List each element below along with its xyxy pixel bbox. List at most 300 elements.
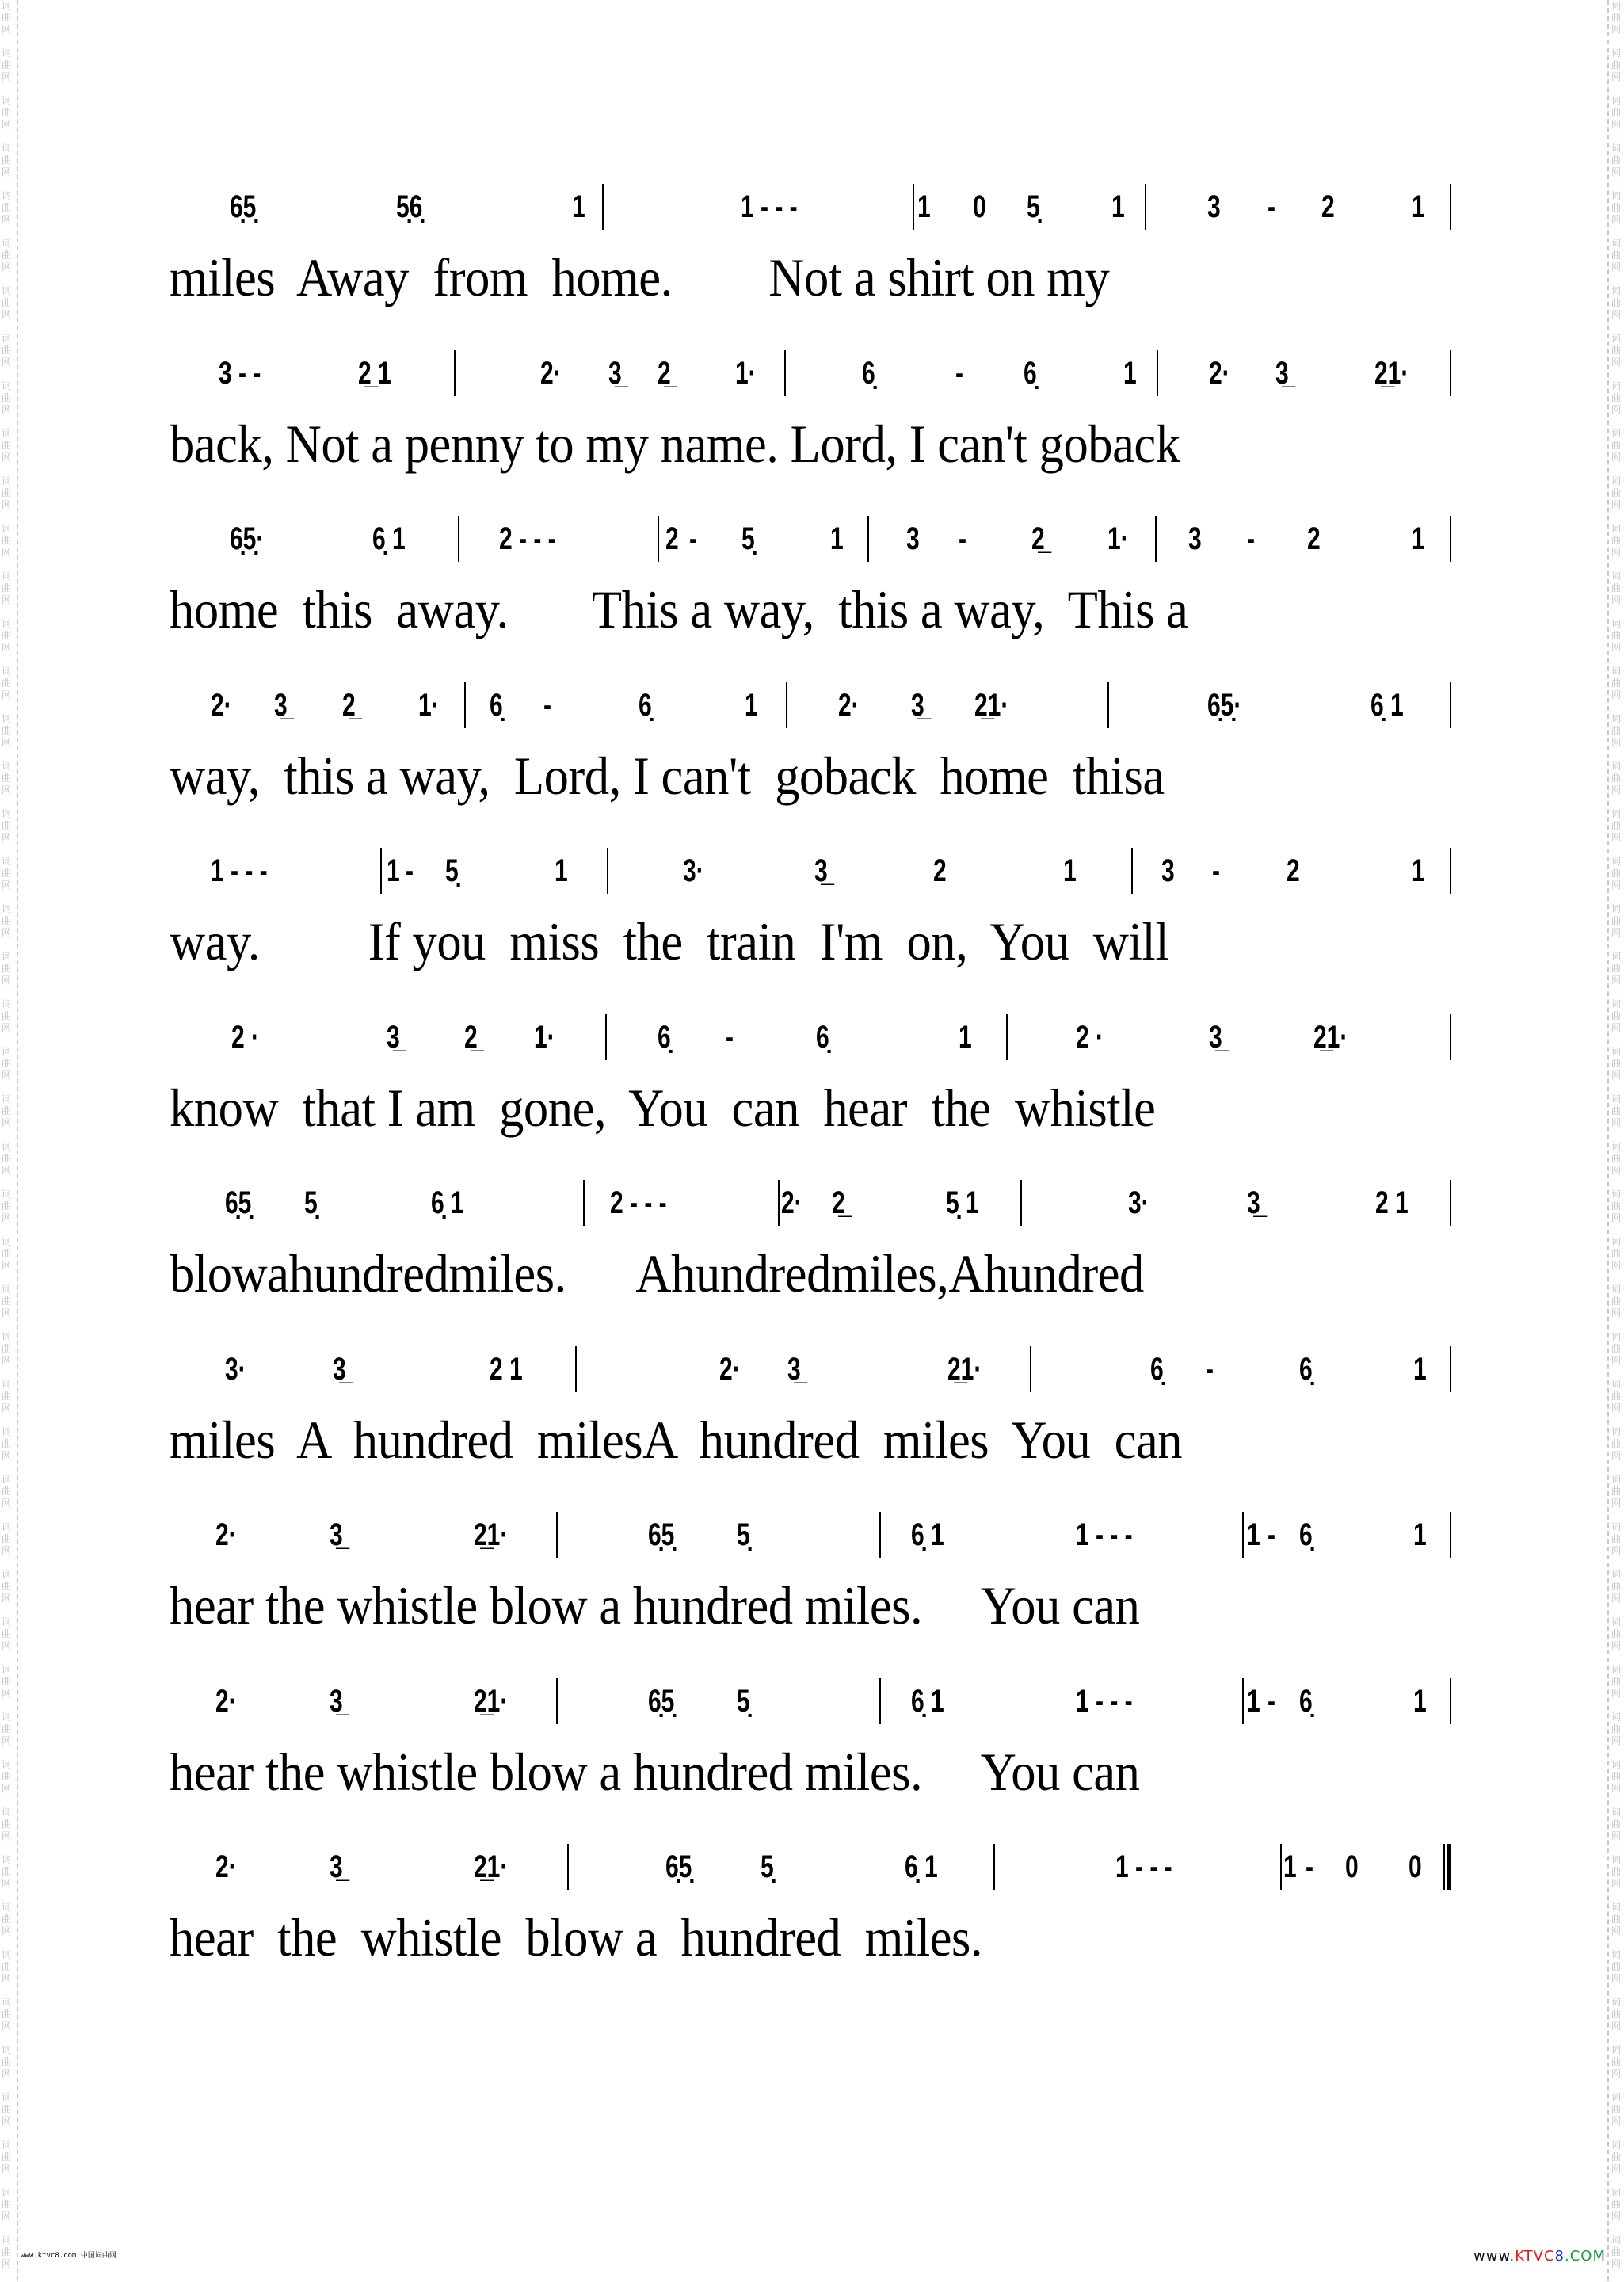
watermark-char: 网	[2, 1165, 12, 1176]
watermark-char: 网	[1611, 357, 1622, 368]
watermark-group	[1611, 1997, 1624, 2044]
watermark-char: 网	[1611, 2021, 1622, 2032]
watermark-char: 曲	[1611, 202, 1622, 213]
watermark-char: 曲	[2, 345, 12, 356]
note-token: 2 - - -	[499, 521, 556, 556]
note-token: 1	[1413, 1351, 1427, 1387]
note-token: 6̣	[816, 1019, 829, 1055]
watermark-group	[1611, 2139, 1624, 2187]
watermark-char: 曲	[1611, 1533, 1622, 1544]
note-token: 2̲	[464, 1019, 478, 1055]
watermark-char: 曲	[1611, 250, 1622, 261]
watermark-char: 词	[2, 1807, 12, 1818]
note-token: 2 ·	[231, 1019, 260, 1055]
logo-ktvc: KTVC	[1515, 2248, 1555, 2265]
watermark-char: 网	[2, 784, 12, 796]
watermark-char: 词	[1611, 190, 1622, 201]
note-token: 2	[933, 853, 947, 888]
note-token: 2̲	[342, 687, 356, 723]
watermark-char: 网	[2, 2258, 12, 2269]
note-token: 5̣ 1	[946, 1185, 979, 1220]
watermark-char: 词	[2, 48, 12, 59]
note-token: 1	[1412, 521, 1425, 556]
note-token: -	[1268, 189, 1275, 224]
watermark-char: 网	[1611, 880, 1622, 891]
note-token: 5̣	[1027, 189, 1040, 224]
barline	[784, 350, 786, 396]
watermark-char: 词	[1611, 380, 1622, 391]
note-token: 2̲1·	[1313, 1019, 1348, 1055]
note-token: -	[1206, 1351, 1214, 1387]
note-token: 2·	[838, 687, 860, 723]
watermark-char: 曲	[1611, 440, 1622, 451]
note-token: 2	[1321, 189, 1335, 224]
note-token: 5̣	[304, 1185, 318, 1220]
watermark-char: 网	[1611, 975, 1622, 986]
watermark-char: 词	[1611, 1284, 1622, 1295]
watermark-char: 词	[1611, 1854, 1622, 1865]
watermark-char: 词	[2, 951, 12, 962]
watermark-char: 曲	[1611, 2056, 1622, 2067]
barline	[1280, 1844, 1282, 1890]
watermark-char: 词	[2, 2139, 12, 2150]
watermark-char: 曲	[1611, 1343, 1622, 1354]
watermark-char: 网	[1611, 309, 1622, 320]
watermark-group	[2, 1997, 17, 2044]
watermark-group	[1611, 0, 1624, 48]
note-token: 2·	[781, 1185, 802, 1220]
watermark-char: 词	[2, 666, 12, 677]
watermark-char: 词	[1611, 1093, 1622, 1105]
note-token: 3	[1207, 189, 1221, 224]
watermark-char: 曲	[1611, 345, 1622, 356]
watermark-char: 词	[1611, 2044, 1622, 2055]
watermark-char: 曲	[1611, 1771, 1622, 1782]
note-token: 3̲	[1247, 1185, 1260, 1220]
watermark-char: 曲	[1611, 1105, 1622, 1116]
watermark-char: 曲	[2, 250, 12, 261]
lyric-line: know that I am gone, You can hear the whistle	[170, 1077, 1156, 1138]
note-token: 0	[973, 189, 986, 224]
watermark-char: 网	[1611, 547, 1622, 558]
system-9	[0, 1494, 1624, 1661]
watermark-char: 曲	[1611, 1391, 1622, 1402]
note-token: -	[1268, 1517, 1275, 1552]
notes-row	[0, 333, 1624, 420]
watermark-group	[2, 2044, 17, 2092]
watermark-char: 网	[2, 1022, 12, 1033]
watermark-char: 网	[2, 1973, 12, 1984]
barline	[583, 1180, 585, 1226]
watermark-char: 网	[2, 1735, 12, 1746]
footer-site-logo[interactable]	[1473, 2248, 1606, 2265]
watermark-char: 词	[2, 1189, 12, 1200]
note-token: 6̣ 1	[911, 1517, 944, 1552]
watermark-char: 网	[1611, 1783, 1622, 1794]
note-token: 1·	[735, 355, 757, 391]
watermark-char: 词	[2, 808, 12, 819]
watermark-char: 网	[1611, 1260, 1622, 1271]
watermark-char: 曲	[2, 1200, 12, 1212]
note-token: 1	[1413, 1683, 1427, 1719]
lyric-line: hear the whistle blow a hundred miles. You can	[170, 1575, 1140, 1635]
lyric-line: hear the whistle blow a hundred miles. You can	[170, 1741, 1140, 1802]
note-token: 3	[906, 521, 920, 556]
note-token: 6̣ 1	[372, 521, 406, 556]
watermark-char: 词	[2, 570, 12, 582]
watermark-char: 词	[2, 2092, 12, 2103]
watermark-char: 词	[2, 1474, 12, 1485]
watermark-group	[1611, 48, 1624, 95]
watermark-char: 词	[2, 190, 12, 201]
barline	[1242, 1678, 1244, 1724]
note-token: 3̲	[274, 687, 288, 723]
note-token: 2̲1·	[974, 687, 1009, 723]
system-11	[0, 1826, 1624, 1993]
barline	[1450, 1678, 1451, 1724]
watermark-char: 词	[1611, 1521, 1622, 1532]
watermark-char: 曲	[1611, 1486, 1622, 1497]
watermark-char: 曲	[1611, 59, 1622, 71]
barline	[1450, 1180, 1451, 1226]
watermark-char: 词	[2, 333, 12, 344]
watermark-char: 曲	[2, 1058, 12, 1069]
lyric-line: home this away. This a way, this a way, This a	[170, 579, 1188, 639]
watermark-char: 词	[2, 1141, 12, 1152]
watermark-char: 网	[2, 166, 12, 177]
note-token: 2̲	[1031, 521, 1045, 556]
watermark-char: 网	[1611, 1973, 1622, 1984]
watermark-char: 网	[1611, 1878, 1622, 1889]
watermark-char: 曲	[2, 487, 12, 498]
watermark-char: 词	[2, 0, 12, 11]
watermark-char: 曲	[2, 1391, 12, 1402]
watermark-char: 网	[1611, 642, 1622, 653]
watermark-char: 词	[2, 1616, 12, 1628]
watermark-char: 网	[1611, 499, 1622, 510]
watermark-char: 词	[1611, 1141, 1622, 1152]
barline	[913, 184, 914, 230]
note-token: -	[1268, 1683, 1275, 1719]
note-token: 3̲	[787, 1351, 801, 1387]
watermark-char: 网	[1611, 737, 1622, 748]
watermark-char: 网	[1611, 1830, 1622, 1841]
barline	[1157, 350, 1158, 396]
watermark-char: 网	[2, 261, 12, 273]
watermark-char: 曲	[2, 1105, 12, 1116]
watermark-char: 曲	[1611, 2151, 1622, 2162]
watermark-char: 网	[2, 1498, 12, 1509]
watermark-char: 网	[1611, 1545, 1622, 1556]
note-token: -	[543, 687, 551, 723]
note-token: 3 - -	[219, 355, 261, 391]
watermark-group	[1611, 2234, 1624, 2282]
watermark-char: 词	[2, 1854, 12, 1865]
watermark-char: 曲	[1611, 2009, 1622, 2020]
watermark-char: 词	[1611, 2092, 1622, 2103]
note-token: 3̲	[330, 1517, 343, 1552]
note-token: -	[726, 1019, 734, 1055]
watermark-char: 网	[2, 2068, 12, 2079]
note-token: -	[406, 853, 414, 888]
note-token: 1	[1063, 853, 1077, 888]
note-token: 1 - - -	[1076, 1517, 1133, 1552]
watermark-char: 词	[2, 238, 12, 249]
system-4	[0, 665, 1624, 831]
watermark-char: 曲	[2, 1010, 12, 1021]
watermark-char: 网	[2, 1260, 12, 1271]
watermark-char: 词	[2, 2234, 12, 2246]
watermark-char: 词	[1611, 903, 1622, 914]
note-token: 3̲	[1275, 355, 1289, 391]
watermark-group	[2, 95, 17, 143]
watermark-char: 网	[2, 547, 12, 558]
watermark-char: 词	[2, 475, 12, 487]
lyric-line: hear the whistle blow a hundred miles.	[170, 1907, 983, 1967]
barline	[658, 516, 659, 562]
barline	[458, 516, 459, 562]
watermark-char: 曲	[1611, 487, 1622, 498]
note-token: 1 - - -	[741, 189, 798, 224]
watermark-group	[2, 0, 17, 48]
barline	[1450, 1014, 1451, 1060]
watermark-char: 曲	[2, 1771, 12, 1782]
watermark-char: 曲	[1611, 392, 1622, 403]
watermark-char: 曲	[1611, 963, 1622, 974]
note-token: 2	[665, 521, 679, 556]
watermark-char: 网	[2, 357, 12, 368]
watermark-char: 网	[2, 499, 12, 510]
watermark-char: 词	[1611, 618, 1622, 629]
watermark-char: 曲	[2, 868, 12, 879]
watermark-char: 曲	[1611, 12, 1622, 23]
note-token: 6̣5̣	[648, 1683, 675, 1719]
watermark-char: 词	[2, 1569, 12, 1580]
notes-row	[0, 1661, 1624, 1748]
watermark-char: 网	[2, 1925, 12, 1937]
note-token: 2̲1·	[947, 1351, 982, 1387]
watermark-char: 网	[1611, 594, 1622, 605]
note-token: -	[959, 521, 966, 556]
barline	[879, 1678, 881, 1724]
watermark-char: 网	[2, 1070, 12, 1081]
note-token: 2̲1·	[474, 1683, 509, 1719]
barline	[1450, 184, 1451, 230]
watermark-char: 词	[1611, 1712, 1622, 1723]
note-token: 3̲	[608, 355, 622, 391]
note-token: 2 - - -	[610, 1185, 667, 1220]
watermark-char: 网	[2, 642, 12, 653]
note-token: -	[1306, 1849, 1313, 1884]
watermark-char: 词	[2, 1712, 12, 1723]
watermark-char: 网	[2, 2211, 12, 2222]
watermark-char: 网	[1611, 1688, 1622, 1699]
watermark-char: 曲	[1611, 1961, 1622, 1972]
note-token: 1	[745, 687, 758, 723]
note-token: -	[1212, 853, 1220, 888]
note-token: -	[955, 355, 963, 391]
watermark-char: 曲	[1611, 1914, 1622, 1925]
watermark-char: 词	[1611, 285, 1622, 296]
note-token: 1	[1111, 189, 1125, 224]
barline	[786, 682, 787, 728]
watermark-group	[1611, 2187, 1624, 2234]
note-token: 6̣	[639, 687, 652, 723]
note-token: 1·	[1107, 521, 1129, 556]
barline	[1107, 682, 1109, 728]
watermark-char: 曲	[1611, 2104, 1622, 2115]
watermark-char: 曲	[2, 2246, 12, 2257]
watermark-char: 词	[1611, 713, 1622, 724]
barline	[1450, 350, 1451, 396]
watermark-char: 曲	[1611, 725, 1622, 736]
note-token: 6̣ 1	[905, 1849, 938, 1884]
watermark-char: 曲	[1611, 1438, 1622, 1449]
watermark-char: 词	[1611, 475, 1622, 487]
watermark-char: 曲	[2, 1676, 12, 1687]
lyric-line: way, this a way, Lord, I can't goback home thisa	[170, 745, 1165, 806]
watermark-char: 词	[2, 1331, 12, 1342]
watermark-char: 词	[2, 285, 12, 296]
note-token: 6̣ 1	[1370, 687, 1404, 723]
watermark-char: 网	[1611, 1307, 1622, 1318]
watermark-char: 曲	[2, 1628, 12, 1639]
note-token: 6̣5̣	[665, 1849, 692, 1884]
note-token: 1	[917, 189, 931, 224]
watermark-char: 词	[2, 1379, 12, 1390]
note-token: 5̣6̣	[396, 189, 423, 224]
note-token: 6̣5̣	[225, 1185, 252, 1220]
watermark-char: 网	[1611, 1498, 1622, 1509]
watermark-char: 网	[1611, 1640, 1622, 1651]
note-token: 2̲1·	[1374, 355, 1409, 391]
barline	[778, 1180, 780, 1226]
watermark-char: 曲	[2, 1866, 12, 1877]
watermark-char: 词	[2, 95, 12, 106]
note-token: 1	[959, 1019, 972, 1055]
watermark-char: 词	[2, 523, 12, 534]
watermark-char: 曲	[2, 677, 12, 689]
watermark-char: 词	[2, 2044, 12, 2055]
watermark-char: 曲	[2, 582, 12, 593]
watermark-char: 词	[1611, 951, 1622, 962]
watermark-char: 曲	[2, 1723, 12, 1734]
watermark-char: 词	[2, 1949, 12, 1960]
watermark-char: 曲	[1611, 1818, 1622, 1830]
watermark-char: 网	[1611, 452, 1622, 463]
watermark-char: 词	[1611, 808, 1622, 819]
note-token: 3̲	[330, 1683, 343, 1719]
barline	[879, 1512, 881, 1558]
barline	[1450, 848, 1451, 894]
watermark-char: 网	[1611, 689, 1622, 700]
watermark-char: 词	[2, 1902, 12, 1913]
note-token: 6̣5̣	[230, 189, 257, 224]
watermark-char: 曲	[2, 1533, 12, 1544]
note-token: 1	[1247, 1517, 1260, 1552]
lyric-line: blowahundredmiles. Ahundredmiles,Ahundred	[170, 1243, 1144, 1303]
watermark-char: 曲	[1611, 1010, 1622, 1021]
lyric-line: way. If you miss the train I'm on, You will	[170, 911, 1169, 971]
barline	[1131, 848, 1133, 894]
notes-row	[0, 997, 1624, 1084]
note-token: 1	[1123, 355, 1137, 391]
watermark-char: 词	[1611, 238, 1622, 249]
watermark-group	[2, 2234, 17, 2282]
watermark-char: 曲	[2, 725, 12, 736]
watermark-char: 词	[1611, 1902, 1622, 1913]
note-token: 2·	[215, 1849, 237, 1884]
watermark-char: 网	[2, 1878, 12, 1889]
system-6	[0, 997, 1624, 1163]
watermark-char: 网	[1611, 2258, 1622, 2269]
note-token: 5̣	[761, 1849, 774, 1884]
watermark-char: 网	[2, 1688, 12, 1699]
note-token: 3	[1188, 521, 1202, 556]
watermark-char: 曲	[2, 1438, 12, 1449]
barline	[867, 516, 869, 562]
watermark-char: 曲	[2, 107, 12, 118]
watermark-char: 曲	[1611, 1866, 1622, 1877]
watermark-char: 网	[2, 737, 12, 748]
watermark-char: 网	[1611, 2163, 1622, 2174]
watermark-char: 网	[2, 309, 12, 320]
barline	[1155, 516, 1157, 562]
notes-row	[0, 1162, 1624, 1250]
watermark-char: 网	[1611, 166, 1622, 177]
note-token: 1 - - -	[1076, 1683, 1133, 1719]
note-token: 3·	[683, 853, 704, 888]
watermark-char: 曲	[2, 1961, 12, 1972]
watermark-char: 曲	[1611, 868, 1622, 879]
note-token: 1	[1412, 189, 1425, 224]
watermark-char: 曲	[1611, 1153, 1622, 1164]
watermark-group	[1611, 95, 1624, 143]
watermark-char: 词	[1611, 1236, 1622, 1247]
barline	[567, 1844, 569, 1890]
note-token: 6̣	[1150, 1351, 1164, 1387]
note-token: 6̣5̣·	[1207, 687, 1242, 723]
watermark-char: 词	[1611, 570, 1622, 582]
lyric-line: back, Not a penny to my name. Lord, I can't goback	[170, 413, 1180, 474]
note-token: 2	[1307, 521, 1321, 556]
barline	[556, 1678, 558, 1724]
watermark-char: 曲	[2, 1343, 12, 1354]
watermark-char: 词	[1611, 998, 1622, 1009]
watermark-char: 词	[1611, 1569, 1622, 1580]
note-token: 3·	[225, 1351, 246, 1387]
note-token: 6̣ 1	[911, 1683, 944, 1719]
watermark-char: 网	[2, 404, 12, 415]
note-token: 6̣5̣	[648, 1517, 675, 1552]
barline	[1020, 1180, 1022, 1226]
watermark-char: 曲	[1611, 2199, 1622, 2210]
note-token: -	[689, 521, 697, 556]
watermark-char: 词	[1611, 333, 1622, 344]
note-token: 0	[1409, 1849, 1422, 1884]
watermark-char: 词	[2, 1759, 12, 1770]
watermark-char: 网	[2, 1402, 12, 1414]
watermark-char: 词	[1611, 856, 1622, 867]
watermark-char: 曲	[2, 2009, 12, 2020]
barline	[1450, 516, 1451, 562]
watermark-char: 词	[1611, 1046, 1622, 1057]
watermark-char: 曲	[2, 1486, 12, 1497]
watermark-char: 曲	[2, 1296, 12, 1307]
watermark-char: 网	[2, 1783, 12, 1794]
watermark-char: 网	[2, 214, 12, 225]
watermark-char: 网	[2, 1117, 12, 1128]
